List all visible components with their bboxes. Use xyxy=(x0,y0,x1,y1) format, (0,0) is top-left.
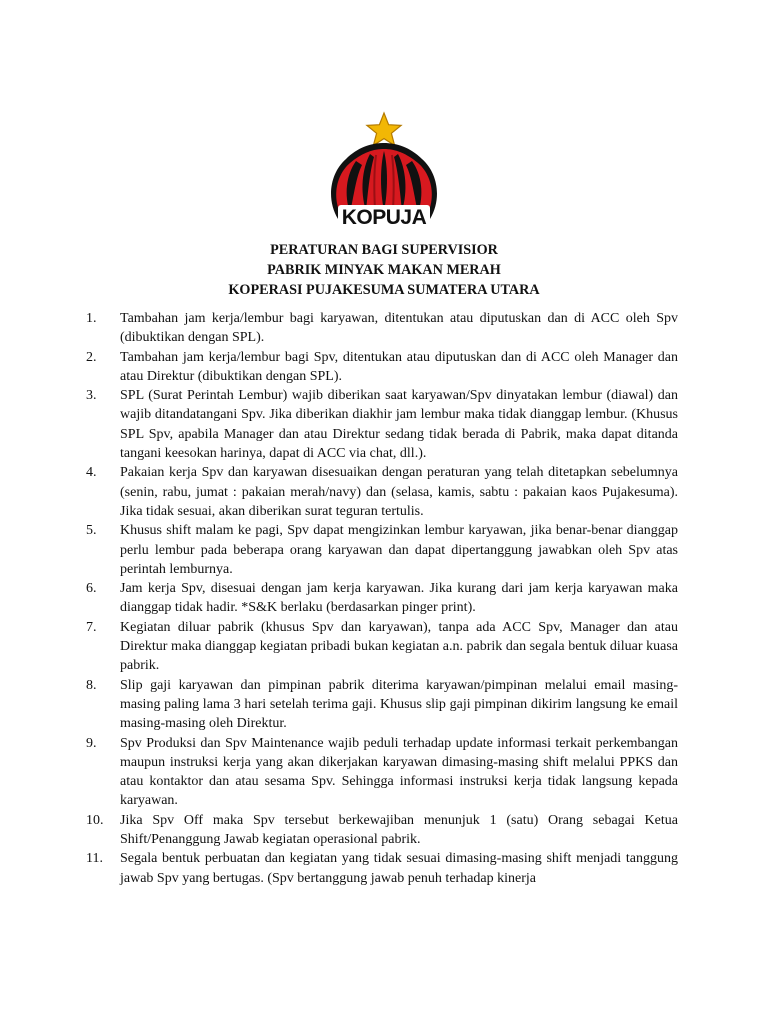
rule-text: SPL (Surat Perintah Lembur) wajib diberikan saat karyawan/Spv dinyatakan lembur (diawal) dan wajib ditandatangani Spv. Jika diberikan diakhir jam lembur maka tidak dianggap lembur. (Khusus SPL Spv, apabila Manager dan atau Direktur sedang tidak berada di Pabrik, maka dapat ditanda tangani keesokan harinya, dapat di ACC via chat, dll.). xyxy=(120,388,678,462)
rule-number: 4. xyxy=(86,465,97,481)
rule-number: 7. xyxy=(86,619,97,635)
title-line-3: KOPERASI PUJAKESUMA SUMATERA UTARA xyxy=(228,282,540,298)
rule-number: 10. xyxy=(86,812,104,828)
rule-item xyxy=(86,521,678,579)
rule-item xyxy=(86,618,678,676)
rule-item xyxy=(86,734,678,811)
star-icon xyxy=(367,113,401,145)
rule-item xyxy=(86,676,678,734)
rule-text: Spv Produksi dan Spv Maintenance wajib peduli terhadap update informasi terkait perkembangan maupun instruksi kerja yang akan dikerjakan karyawan dimasing-masing shift melalui PPKS dan atau kontaktor dan atau sesama Spv. Sehingga informasi instruksi kerja tidak langsung kepada karyawan. xyxy=(120,735,678,809)
rule-number: 6. xyxy=(86,581,97,597)
rule-text: Khusus shift malam ke pagi, Spv dapat mengizinkan lembur karyawan, jika benar-benar dianggap perlu lembur pada beberapa orang karyawan dan dapat dipertanggung jawabkan oleh Spv atas perintah lemburnya. xyxy=(120,523,678,577)
rule-item xyxy=(86,849,678,888)
title-line-2: PABRIK MINYAK MAKAN MERAH xyxy=(267,262,501,278)
rule-text: Slip gaji karyawan dan pimpinan pabrik diterima karyawan/pimpinan melalui email masing-masing paling lama 3 hari setelah terima gaji. Khusus slip gaji pimpinan dikirim langsung ke email masing-masing oleh Direktur. xyxy=(120,677,678,732)
rule-number: 11. xyxy=(86,851,103,867)
rule-item xyxy=(86,579,678,618)
logo-text: KOPUJA xyxy=(341,206,427,229)
rule-item xyxy=(86,348,678,387)
rule-number: 3. xyxy=(86,388,97,404)
rule-item xyxy=(86,309,678,348)
rule-text: Tambahan jam kerja/lembur bagi Spv, ditentukan atau diputuskan dan di ACC oleh Manager dan atau Direktur (dibuktikan dengan SPL). xyxy=(120,349,678,384)
rule-item xyxy=(86,463,678,521)
kopuja-logo xyxy=(324,111,444,231)
document-title xyxy=(0,240,768,300)
rule-text: Jika Spv Off maka Spv tersebut berkewajiban menunjuk 1 (satu) Orang sebagai Ketua Shift/Penanggung Jawab kegiatan operasional pabrik. xyxy=(120,812,678,848)
rule-item xyxy=(86,811,678,850)
rule-number: 8. xyxy=(86,677,97,693)
rule-text: Jam kerja Spv, disesuai dengan jam kerja karyawan. Jika kurang dari jam kerja karyawan maka dianggap tidak hadir. *S&K berlaku (berdasarkan pinger print). xyxy=(120,581,678,616)
rule-number: 5. xyxy=(86,523,97,539)
rules-list xyxy=(86,309,678,888)
rule-text: Pakaian kerja Spv dan karyawan disesuaikan dengan peraturan yang telah ditetapkan sebelumnya (senin, rabu, jumat : pakaian merah/navy) dan (selasa, kamis, sabtu : pakaian kaos Pujakesuma). Jika tidak sesuai, akan diberikan surat teguran tertulis. xyxy=(120,465,678,519)
rule-text: Tambahan jam kerja/lembur bagi karyawan, ditentukan atau diputuskan dan di ACC oleh Spv (dibuktikan dengan SPL). xyxy=(120,311,678,346)
title-line-1: PERATURAN BAGI SUPERVISIOR xyxy=(270,242,498,258)
rule-item xyxy=(86,386,678,463)
rule-number: 9. xyxy=(86,735,97,751)
rule-number: 1. xyxy=(86,311,97,326)
rule-text: Kegiatan diluar pabrik (khusus Spv dan karyawan), tanpa ada ACC Spv, Manager dan atau Direktur maka dianggap kegiatan pribadi bukan kegiatan a.n. pabrik dan segala bentuk diluar kuasa pabrik. xyxy=(120,619,678,674)
rule-text: Segala bentuk perbuatan dan kegiatan yang tidak sesuai dimasing-masing shift menjadi tanggung jawab Spv yang bertugas. (Spv bertanggung jawab penuh terhadap kinerja xyxy=(120,851,678,886)
rule-number: 2. xyxy=(86,349,97,365)
